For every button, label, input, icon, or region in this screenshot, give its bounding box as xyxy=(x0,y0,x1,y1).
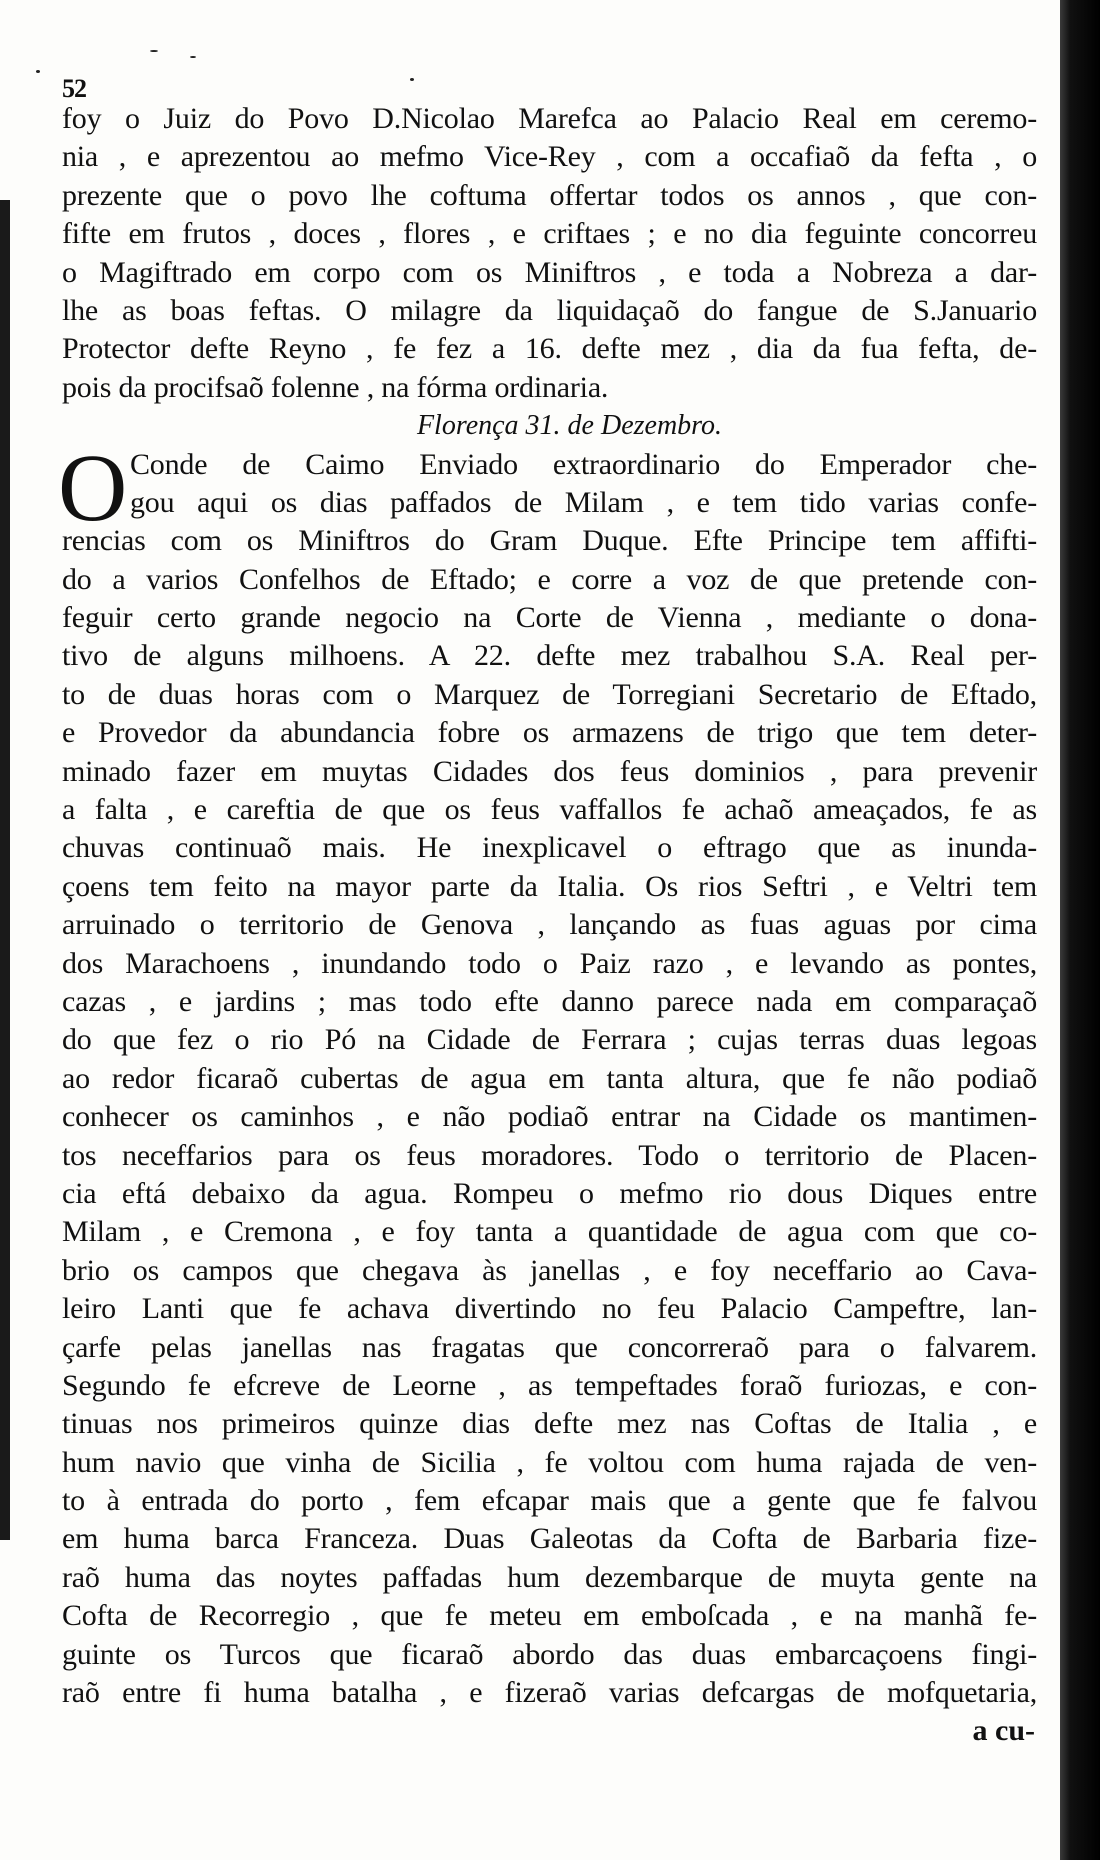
text-line: tivo de alguns milhoens. A 22. defte mez trabalhou S.A. Real per- xyxy=(62,639,1037,673)
text-line: conhecer os caminhos , e não podiaõ entrar na Cidade os mantimen- xyxy=(62,1100,1037,1134)
scan-speckle xyxy=(150,50,158,52)
catchword: a cu- xyxy=(972,1714,1035,1748)
text-line: Segundo fe efcreve de Leorne , as tempeftades foraõ furiozas, e con- xyxy=(62,1368,1037,1402)
text-line: do que fez o rio Pó na Cidade de Ferrara ; cujas terras duas legoas xyxy=(62,1023,1037,1057)
text-line: raõ huma das noytes paffadas hum dezembarque de muyta gente na xyxy=(62,1560,1037,1594)
text-line: to de duas horas com o Marquez de Torregiani Secretario de Eftado, xyxy=(62,677,1037,711)
text-line: tos neceffarios para os feus moradores. Todo o territorio de Placen- xyxy=(62,1138,1037,1172)
text-line: foy o Juiz do Povo D.Nicolao Marefca ao Palacio Real em ceremo- xyxy=(62,102,1037,135)
scan-speckle xyxy=(36,70,40,73)
text-line: nia , e aprezentou ao mefmo Vice-Rey , com a occafiaõ da fefta , o xyxy=(62,140,1037,174)
scan-border-right xyxy=(1060,0,1100,1860)
text-line: fifte em frutos , doces , flores , e criftaes ; e no dia feguinte concorreu xyxy=(62,217,1037,251)
scan-speckle xyxy=(190,56,196,58)
text-line: em huma barca Franceza. Duas Galeotas da Cofta de Barbaria fize- xyxy=(62,1522,1037,1556)
text-line: arruinado o territorio de Genova , lançando as fuas aguas por cima xyxy=(62,908,1037,942)
scan-speckle xyxy=(410,78,414,81)
text-line: leiro Lanti que fe achava divertindo no feu Palacio Campeftre, lan- xyxy=(62,1292,1037,1326)
text-line: cazas , e jardins ; mas todo efte danno parece nada em comparaçaõ xyxy=(62,984,1037,1018)
text-line: a falta , e careftia de que os feus vaffallos fe achaõ ameaçados, fe as xyxy=(62,793,1037,827)
text-line: e Provedor da abundancia fobre os armazens de trigo que tem deter- xyxy=(62,716,1037,750)
text-line: raõ entre fi huma batalha , e fizeraõ varias defcargas de mofquetaria, xyxy=(62,1676,1037,1710)
text-line: o Magiftrado em corpo com os Miniftros , e toda a Nobreza a dar- xyxy=(62,255,1037,289)
text-line: gou aqui os dias paffados de Milam , e tem tido varias confe- xyxy=(130,485,1037,519)
text-line: feguir certo grande negocio na Corte de Vienna , mediante o dona- xyxy=(62,601,1037,635)
text-line: lhe as boas feftas. O milagre da liquidaçaõ do fangue de S.Januario xyxy=(62,293,1037,327)
text-line: minado fazer em muytas Cidades dos feus dominios , para prevenir xyxy=(62,754,1037,788)
text-line: Conde de Caimo Enviado extraordinario do Emperador che- xyxy=(130,447,1037,481)
text-line: rencias com os Miniftros do Gram Duque. Efte Principe tem affifti- xyxy=(62,524,1037,558)
scan-border-left xyxy=(0,200,10,1540)
text-line: do a varios Confelhos de Eftado; e corre a voz de que pretende con- xyxy=(62,562,1037,596)
page-number: 52 xyxy=(62,74,86,103)
text-line: çarfe pelas janellas nas fragatas que concorreraõ para o falvarem. xyxy=(62,1330,1037,1364)
paragraph-florence xyxy=(58,433,1037,1713)
text-line: hum navio que vinha de Sicilia , fe voltou com huma rajada de ven- xyxy=(62,1445,1037,1479)
article-body xyxy=(58,100,1037,1751)
text-line: guinte os Turcos que ficaraõ abordo das duas embarcaçoens fingi- xyxy=(62,1637,1037,1671)
text-line: to à entrada do porto , fem efcapar mais que a gente que fe falvou xyxy=(62,1484,1037,1518)
drop-cap: O xyxy=(58,433,128,541)
text-line: cia eftá debaixo da agua. Rompeu o mefmo rio dous Diques entre xyxy=(62,1176,1037,1210)
paragraph-naples xyxy=(62,100,1037,407)
text-line: brio os campos que chegava às janellas , e foy neceffario ao Cava- xyxy=(62,1253,1037,1287)
text-line: chuvas continuaõ mais. He inexplicavel o eftrago que as inunda- xyxy=(62,831,1037,865)
text-line: tinuas nos primeiros quinze dias defte mez nas Coftas de Italia , e xyxy=(62,1407,1037,1441)
text-line: dos Marachoens , inundando todo o Paiz razo , e levando as pontes, xyxy=(62,946,1037,980)
text-line: Protector defte Reyno , fe fez a 16. defte mez , dia da fua fefta, de- xyxy=(62,332,1037,366)
text-line: ao redor ficaraõ cubertas de agua em tanta altura, que fe não podiaõ xyxy=(62,1061,1037,1095)
text-line: Milam , e Cremona , e foy tanta a quantidade de agua com que co- xyxy=(62,1215,1037,1249)
dateline-florence: Florença 31. de Dezembro. xyxy=(416,410,723,442)
text-line: pois da procifsaõ folenne , na fórma ordinaria. xyxy=(62,370,609,404)
text-line: prezente que o povo lhe coftuma offertar todos os annos , que con- xyxy=(62,178,1037,212)
text-line: çoens tem feito na mayor parte da Italia. Os rios Seftri , e Veltri tem xyxy=(62,869,1037,903)
text-line: Cofta de Recorregio , que fe meteu em emboſcada , e na manhã fe- xyxy=(62,1599,1037,1633)
